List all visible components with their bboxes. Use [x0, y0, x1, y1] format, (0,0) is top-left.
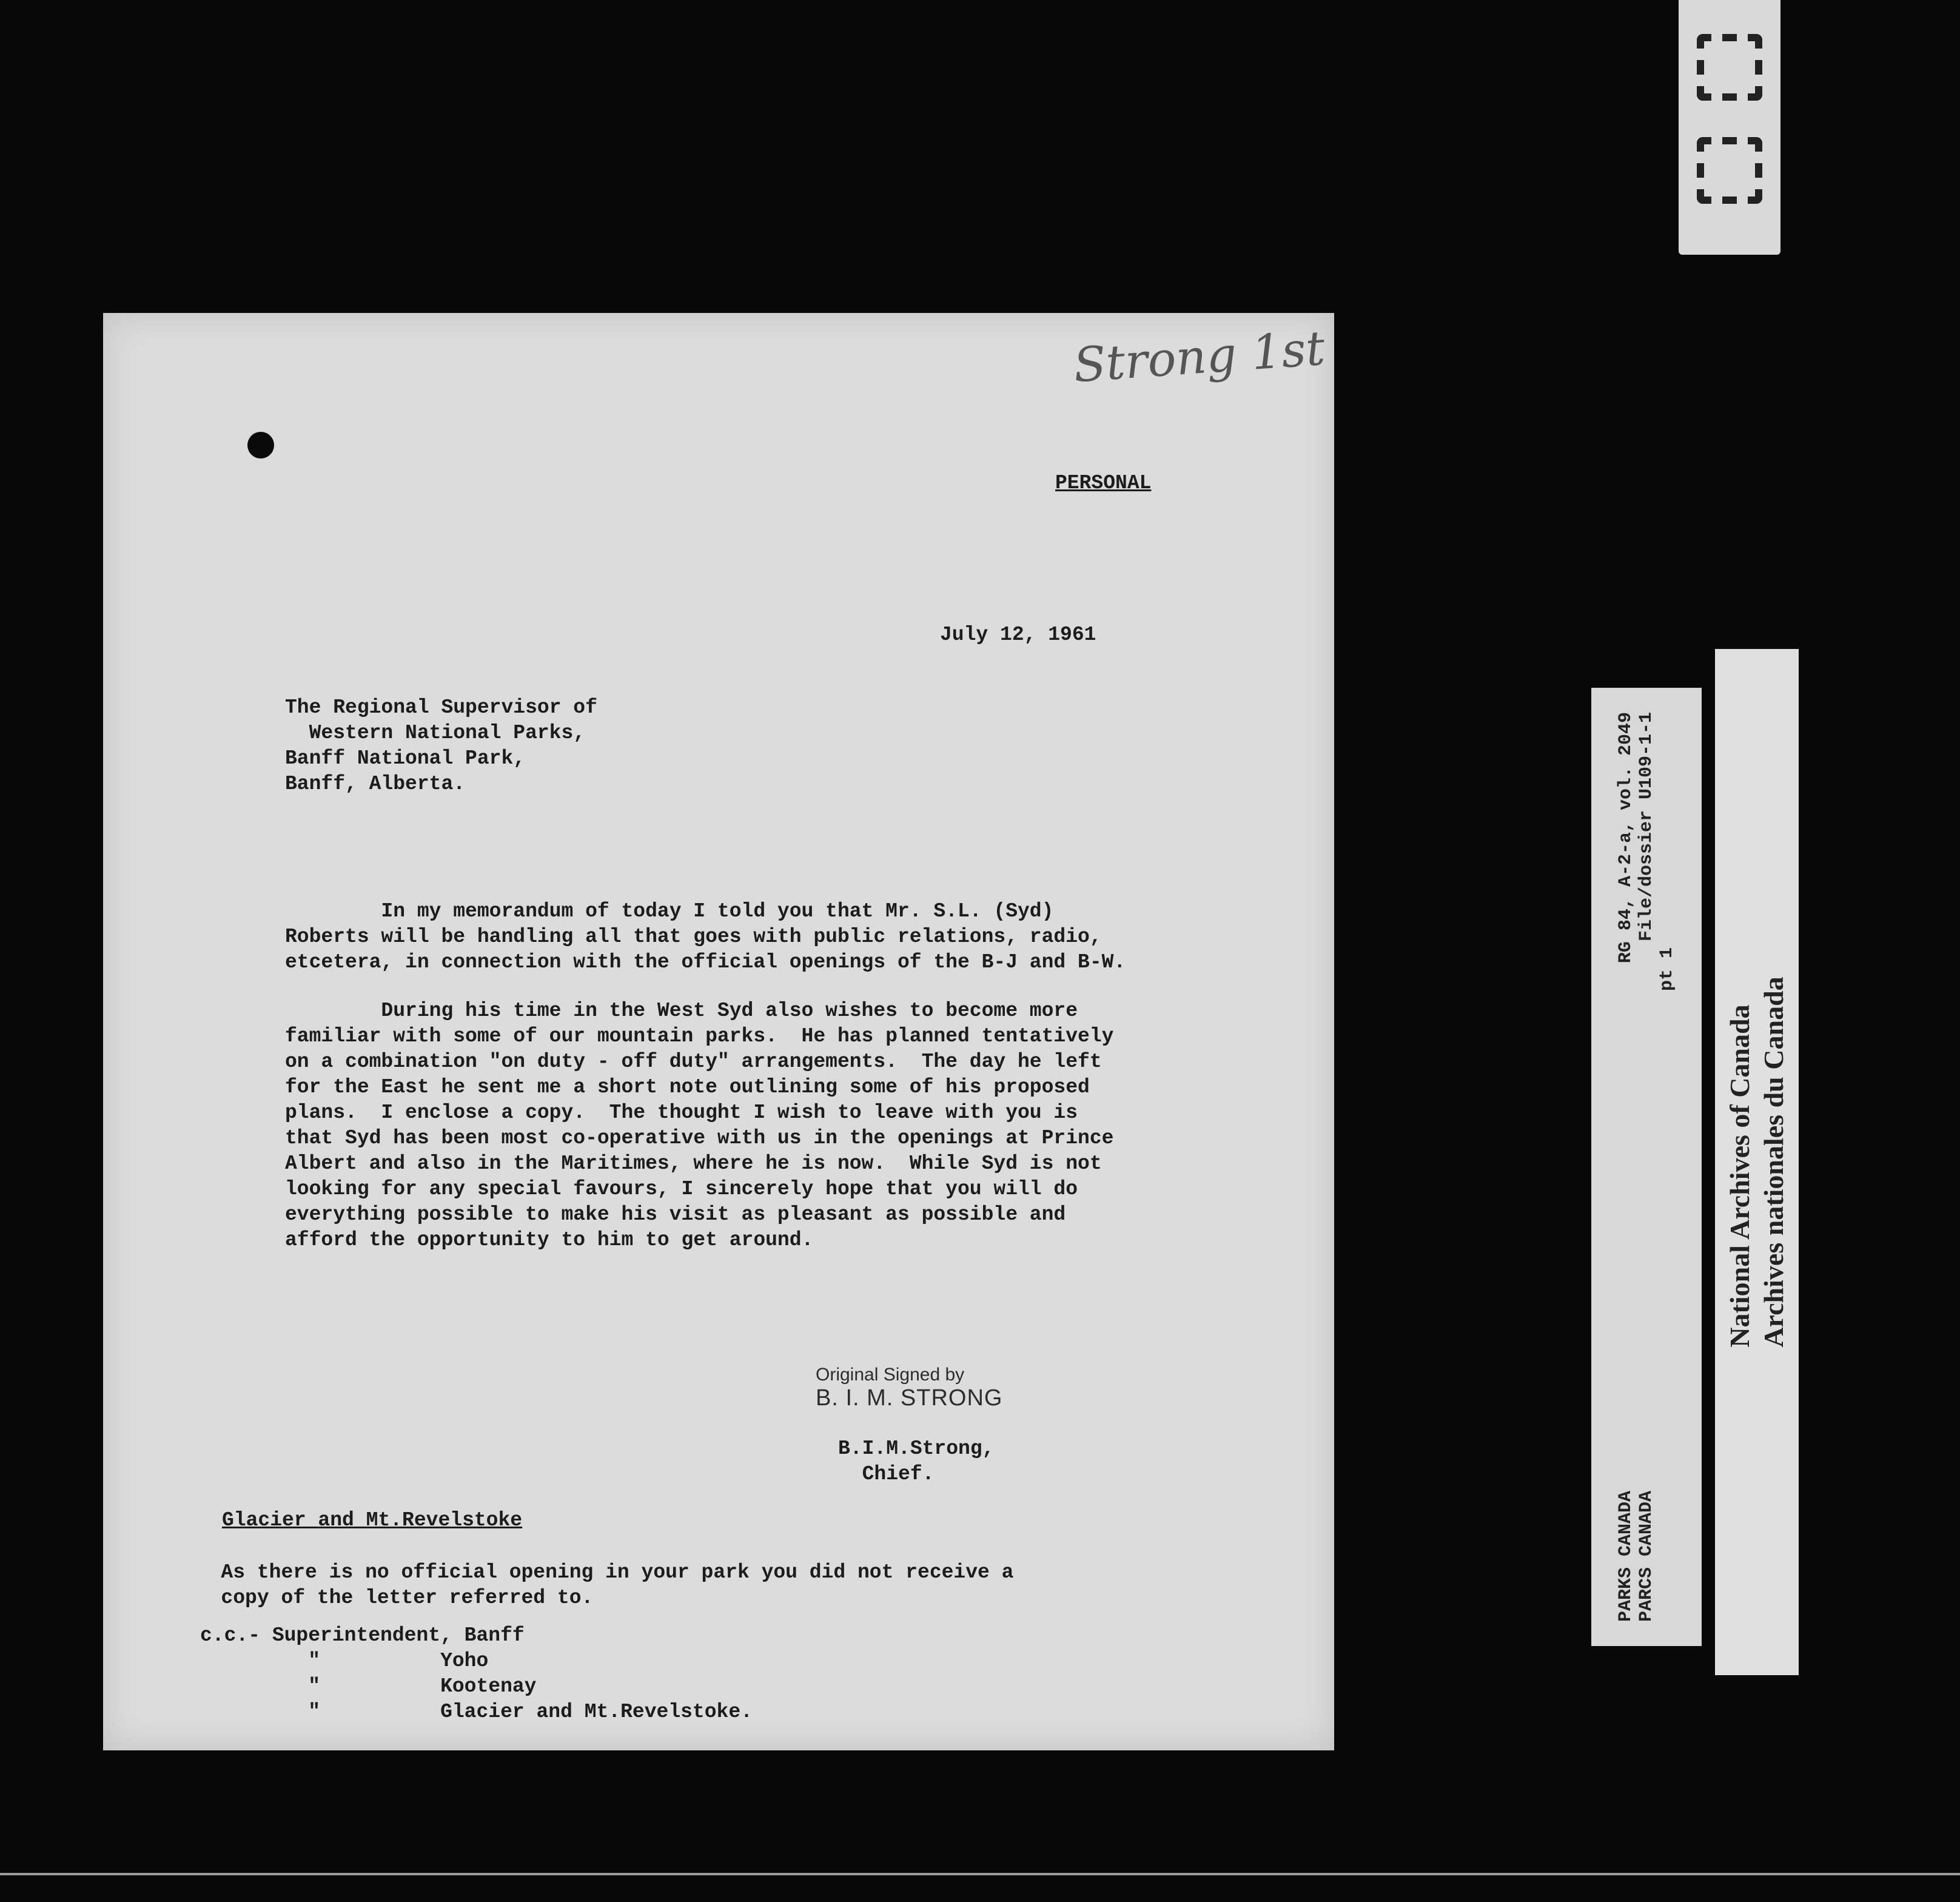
- film-frame-tab: [1679, 0, 1780, 255]
- frame-marker-top: [1697, 34, 1762, 101]
- cc-line: " Yoho: [200, 1650, 489, 1672]
- address-line: Western National Parks,: [285, 722, 586, 744]
- archives-line-english: National Archives of Canada: [1724, 1004, 1755, 1348]
- paragraph-line: Albert and also in the Maritimes, where he is now. While Syd is not: [285, 1152, 1102, 1175]
- paragraph-line: copy of the letter referred to.: [125, 1587, 594, 1609]
- pt-line: pt 1: [1657, 947, 1677, 991]
- archives-line-french: Archives nationales du Canada: [1758, 976, 1789, 1348]
- letter-page: [103, 313, 1334, 1750]
- stamp-caption: Original Signed by: [816, 1365, 965, 1385]
- stamp-name: B. I. M. STRONG: [816, 1385, 1003, 1411]
- paragraph-line: As there is no official opening in your park you did not receive a: [125, 1561, 1014, 1584]
- rg-line: RG 84, A-2-a, vol. 2049: [1616, 712, 1636, 964]
- paragraph-line: Roberts will be handling all that goes with public relations, radio,: [285, 926, 1102, 948]
- handwritten-note: Strong 1st: [1072, 321, 1327, 394]
- paragraph-line: familiar with some of our mountain parks. He has planned tentatively: [285, 1025, 1114, 1047]
- paragraph-line: that Syd has been most co-operative with us in the openings at Prince: [285, 1127, 1114, 1149]
- national-archives-label: [1715, 649, 1799, 1675]
- section-heading: Glacier and Mt.Revelstoke: [222, 1509, 523, 1531]
- personal-mark: PERSONAL: [1055, 472, 1152, 494]
- frame-marker-bottom: [1697, 137, 1762, 204]
- signature-block: [838, 1436, 994, 1487]
- cc-line: c.c.- Superintendent, Banff: [200, 1624, 525, 1647]
- carbon-copy-list: [200, 1623, 753, 1725]
- parcs-line: PARCS CANADA: [1636, 1490, 1657, 1622]
- paragraph-line: looking for any special favours, I sincerely hope that you will do: [285, 1178, 1078, 1200]
- paragraph-line: etcetera, in connection with the official openings of the B-J and B-W.: [285, 951, 1126, 973]
- paragraph-line: In my memorandum of today I told you that Mr. S.L. (Syd): [285, 900, 1054, 922]
- cc-line: " Kootenay: [200, 1675, 537, 1698]
- signature-line: B.I.M.Strong,: [838, 1437, 995, 1460]
- scan-border-line: [0, 1873, 1960, 1875]
- file-line: File/dossier U109-1-1: [1636, 712, 1657, 942]
- address-line: Banff, Alberta.: [285, 773, 466, 795]
- recipient-address: [285, 695, 597, 797]
- punch-hole: [247, 432, 274, 459]
- signature-stamp: [816, 1365, 1002, 1411]
- paragraph-line: everything possible to make his visit as pleasant as possible and: [285, 1203, 1066, 1226]
- signature-line: Chief.: [838, 1463, 935, 1485]
- address-line: Banff National Park,: [285, 747, 526, 770]
- body-paragraph-1: [285, 899, 1126, 975]
- paragraph-line: on a combination "on duty - off duty" arrangements. The day he left: [285, 1050, 1102, 1073]
- letter-date: July 12, 1961: [940, 623, 1096, 646]
- body-paragraph-3: [125, 1560, 1014, 1611]
- paragraph-line: for the East he sent me a short note outlining some of his proposed: [285, 1076, 1090, 1098]
- address-line: The Regional Supervisor of: [285, 696, 597, 719]
- paragraph-line: afford the opportunity to him to get around.: [285, 1229, 814, 1251]
- body-paragraph-2: [285, 998, 1113, 1253]
- paragraph-line: plans. I enclose a copy. The thought I wish to leave with you is: [285, 1101, 1078, 1124]
- paragraph-line: During his time in the West Syd also wishes to become more: [285, 1000, 1078, 1022]
- cc-line: " Glacier and Mt.Revelstoke.: [200, 1701, 753, 1723]
- parks-canada-archive-label: [1591, 688, 1702, 1646]
- parks-line: PARKS CANADA: [1616, 1490, 1636, 1622]
